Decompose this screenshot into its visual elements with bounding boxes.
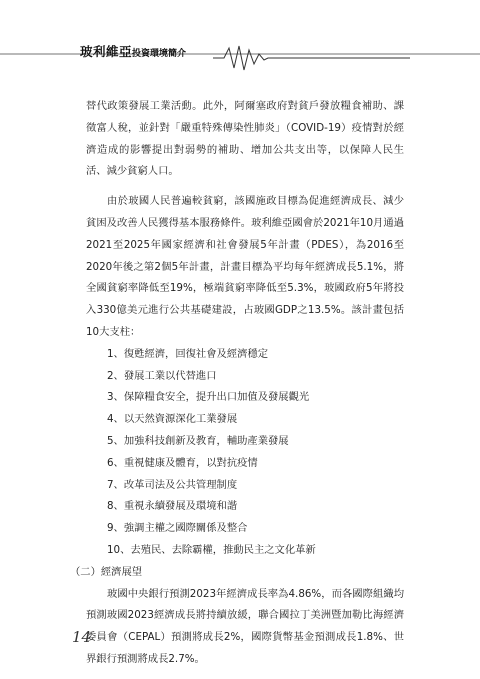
list-item: 7、改革司法及公共管理制度 bbox=[107, 478, 238, 491]
list-item: 1、復甦經濟，回復社會及經濟穩定 bbox=[107, 347, 269, 360]
list-item: 4、以天然資源深化工業發展 bbox=[107, 413, 238, 426]
header-title-sub: 投資環境簡介 bbox=[132, 49, 187, 59]
list-item: 6、重視健康及體育，以對抗疫情 bbox=[107, 456, 258, 469]
section-heading: （二）經濟展望 bbox=[70, 565, 143, 578]
pillars-list bbox=[86, 344, 404, 562]
list-item: 5、加強科技創新及教育，輔助產業發展 bbox=[107, 434, 289, 447]
list-item: 9、強調主權之國際關係及整合 bbox=[107, 522, 248, 535]
header-title bbox=[80, 44, 186, 62]
paragraph-2: 由於玻國人民普遍較貧窮，該國施政目標為促進經濟成長、減少貧困及改善人民獲得基本服務條件。玻利維亞國會於2021年10月通過2021至2025年國家經濟和社會發展5年計畫（PDES），為2016至2020年後之第2個5年計畫，計畫目標為平均每年經濟成長5.1%，將全國貧窮率降低至19%，極端貧窮率降低至5.3%，玻國政府5年將投入330億美元進行公共基礎建設，占玻國GDP之13.5%。該計畫包括10大支柱： bbox=[86, 195, 404, 338]
header-title-main: 玻利維亞 bbox=[80, 44, 133, 59]
paragraph-3: 玻國中央銀行預測2023年經濟成長率為4.86%，而各國際組織均預測玻國2023經濟成長將持續放緩，聯合國拉丁美洲暨加勒比海經濟委員會（CEPAL）預測將成長2%，國際貨幣基金預測成長1.8%、世界銀行預測將成長2.7%。 bbox=[86, 587, 404, 665]
heartbeat-line-decoration bbox=[0, 44, 480, 74]
list-item: 3、保障糧食安全，提升出口加值及發展觀光 bbox=[107, 391, 310, 404]
list-item: 8、重視永續發展及環境和諧 bbox=[107, 500, 238, 513]
list-item: 2、發展工業以代替進口 bbox=[107, 369, 217, 382]
list-item: 10、去殖民、去除霸權，推動民主之文化革新 bbox=[107, 543, 316, 556]
paragraph-1: 替代政策發展工業活動。此外，阿爾塞政府對貧戶發放糧食補助、課徵富人稅，並針對「嚴重特殊傳染性肺炎」（COVID-19）疫情對於經濟造成的影響提出對弱勢的補助、增加公共支出等，以保障人民生活、減少貧窮人口。 bbox=[86, 100, 404, 178]
page-header bbox=[0, 44, 480, 74]
page-number: 14 bbox=[72, 628, 92, 646]
